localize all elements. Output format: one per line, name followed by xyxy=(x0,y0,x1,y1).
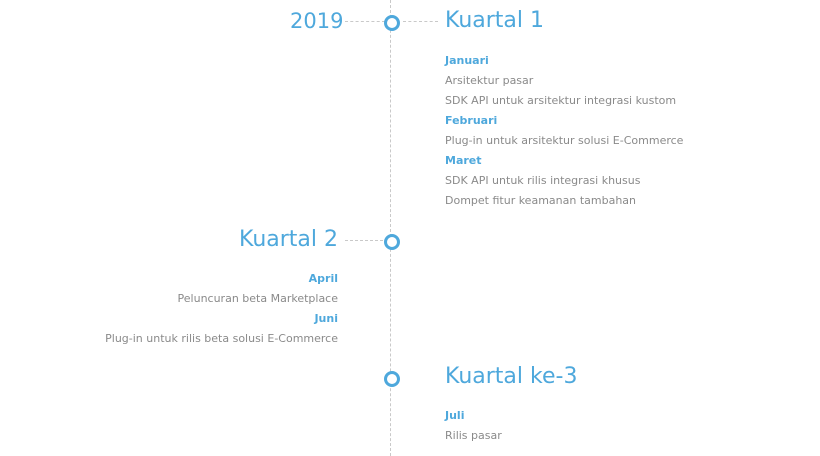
list-item: SDK API untuk arsitektur integrasi kustom xyxy=(445,94,677,107)
list-item: SDK API untuk rilis integrasi khusus xyxy=(445,174,641,187)
month-label: Januari xyxy=(445,54,489,67)
q2-connector xyxy=(345,240,383,241)
quarter-list-q2 xyxy=(105,269,338,349)
month-label: Maret xyxy=(445,154,482,167)
timeline-node-q3 xyxy=(384,371,400,387)
timeline-node-q1 xyxy=(384,15,400,31)
list-item: Arsitektur pasar xyxy=(445,74,534,87)
quarter-title-q1: Kuartal 1 xyxy=(445,8,545,33)
list-item: Plug-in untuk arsitektur solusi E-Commerce xyxy=(445,134,684,147)
list-item: Peluncuran beta Marketplace xyxy=(177,292,338,305)
list-item: Plug-in untuk rilis beta solusi E-Commerce xyxy=(105,332,338,345)
list-item: Dompet fitur keamanan tambahan xyxy=(445,194,637,207)
month-label: April xyxy=(308,272,338,285)
timeline-node-q2 xyxy=(384,234,400,250)
quarter-title-q3: Kuartal ke-3 xyxy=(445,364,578,389)
q1-connector xyxy=(403,21,438,22)
quarter-list-q3 xyxy=(445,406,502,446)
month-label: Juni xyxy=(314,312,338,325)
year-connector xyxy=(345,21,385,22)
month-label: Februari xyxy=(445,114,498,127)
year-label: 2019 xyxy=(290,9,344,33)
quarter-list-q1 xyxy=(445,51,683,211)
list-item: Rilis pasar xyxy=(445,429,502,442)
timeline-axis xyxy=(390,0,391,456)
quarter-title-q2: Kuartal 2 xyxy=(238,227,338,252)
month-label: Juli xyxy=(445,409,465,422)
